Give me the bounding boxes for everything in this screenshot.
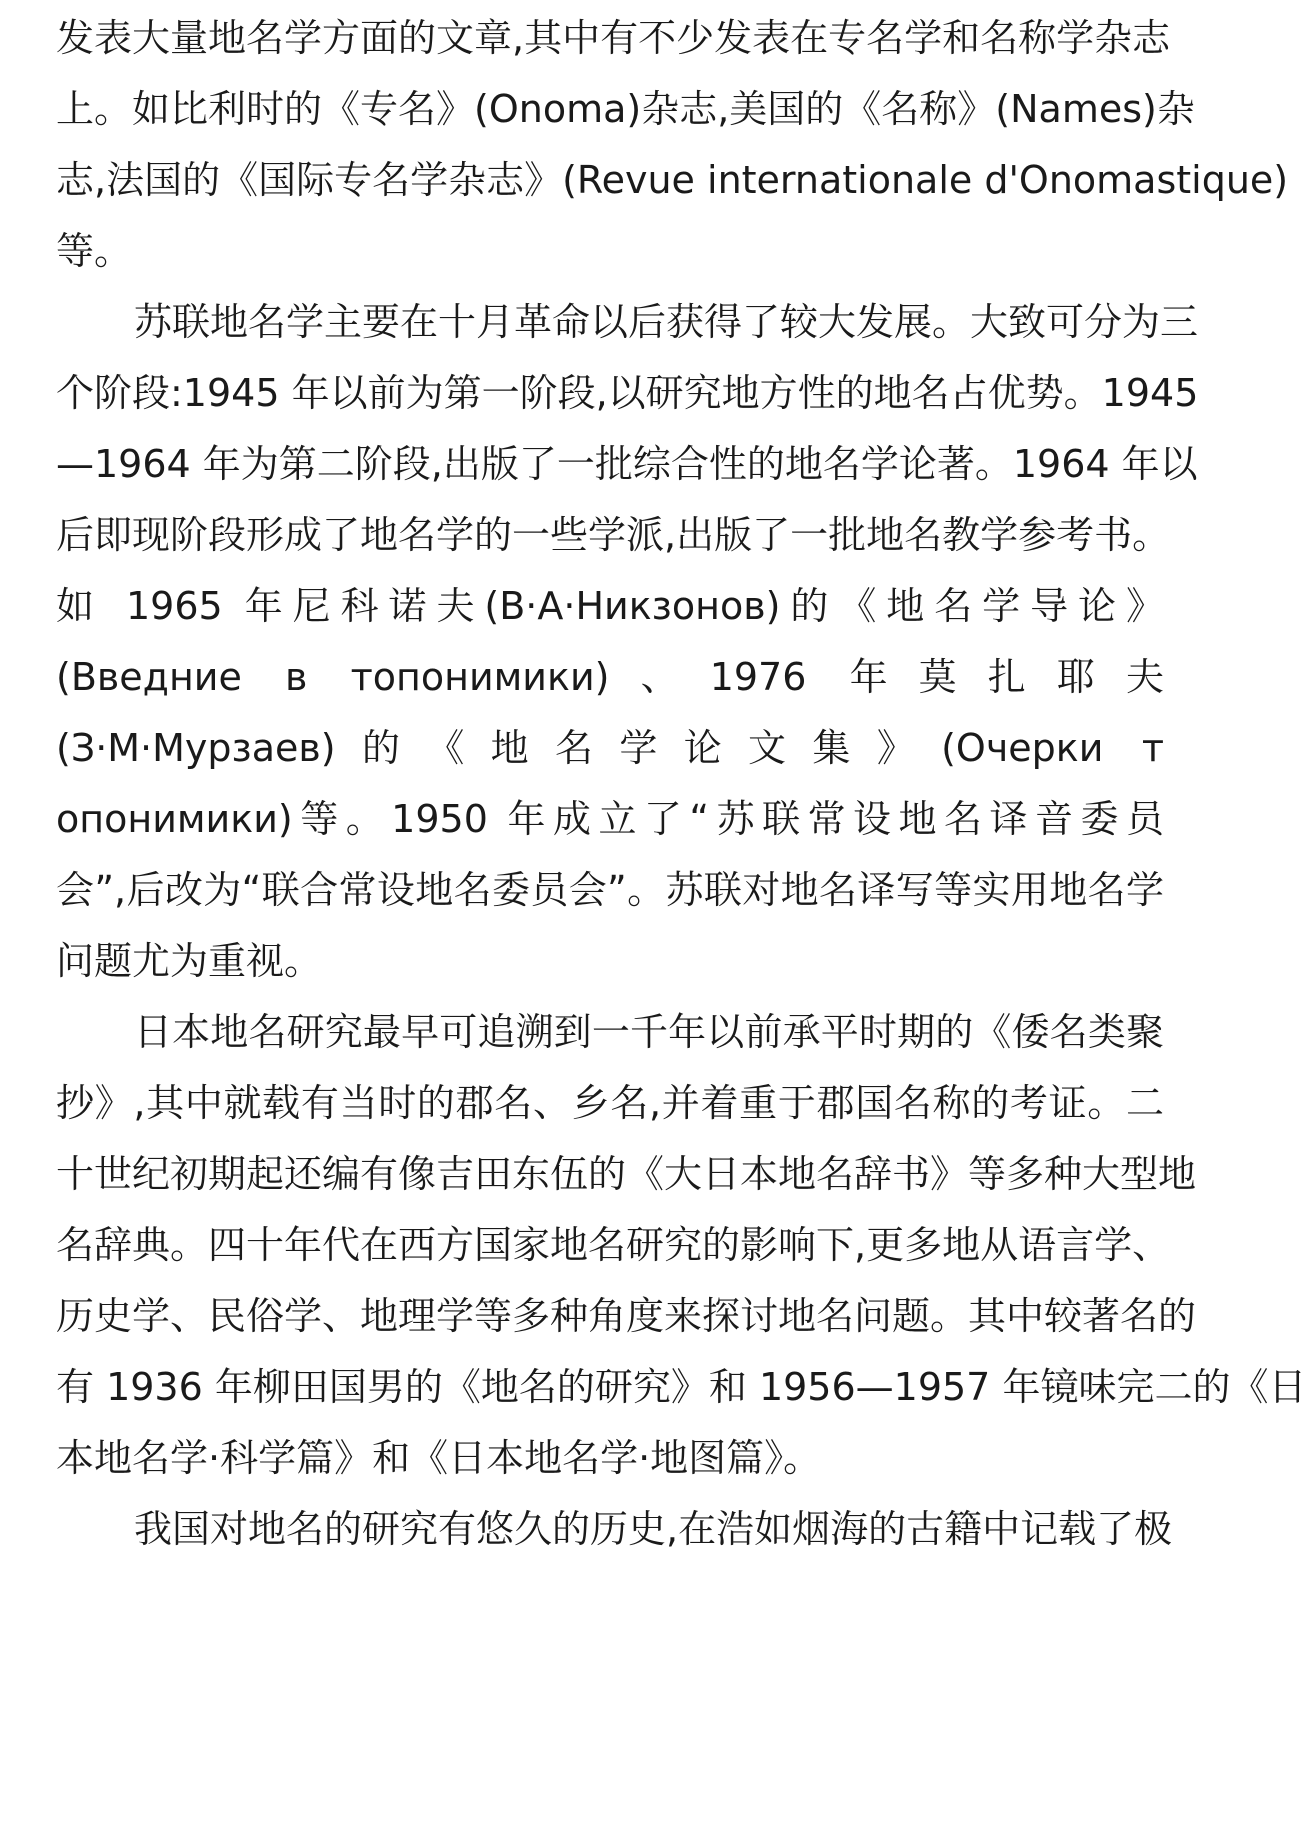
text-line: —1964 年为第二阶段,出版了一批综合性的地名学论著。1964 年以 [56,442,1198,486]
text-line: 十世纪初期起还编有像吉田东伍的《大日本地名辞书》等多种大型地 [56,1152,1197,1196]
text-line: 历史学、民俗学、地理学等多种角度来探讨地名问题。其中较著名的 [56,1294,1197,1338]
text-line: (Введние в топонимики)、1976 年莫扎耶夫 [56,655,1164,699]
text-line: опонимики)等。1950 年成立了“苏联常设地名译音委员 [56,797,1164,841]
text-line: 后即现阶段形成了地名学的一些学派,出版了一批地名教学参考书。 [56,513,1171,557]
text-line: 抄》,其中就载有当时的郡名、乡名,并着重于郡国名称的考证。二 [56,1081,1164,1125]
text-line: 志,法国的《国际专名学杂志》(Revue internationale d'Onomastique) [56,158,1289,202]
text-line: 有 1936 年柳田国男的《地名的研究》和 1956—1957 年镜味完二的《日 [56,1365,1306,1409]
text-line: 日本地名研究最早可追溯到一千年以前承平时期的《倭名类聚 [134,1010,1164,1054]
text-line: 本地名学·科学篇》和《日本地名学·地图篇》。 [56,1436,822,1480]
text-line: 苏联地名学主要在十月革命以后获得了较大发展。大致可分为三 [134,300,1199,344]
text-line: 会”,后改为“联合常设地名委员会”。苏联对地名译写等实用地名学 [56,868,1164,912]
text-line: 名辞典。四十年代在西方国家地名研究的影响下,更多地从语言学、 [56,1223,1171,1267]
text-line: 我国对地名的研究有悠久的历史,在浩如烟海的古籍中记载了极 [134,1507,1173,1551]
text-line: 发表大量地名学方面的文章,其中有不少发表在专名学和名称学杂志 [56,16,1171,60]
text-line: (З·М·Мурзаев)的《地名学论文集》(Очерки т [56,726,1164,770]
text-line: 如 1965 年尼科诺夫(В·А·Никзонов)的《地名学导论》 [56,584,1164,628]
text-line: 问题尤为重视。 [56,939,323,983]
text-line: 个阶段:1945 年以前为第一阶段,以研究地方性的地名占优势。1945 [56,371,1199,415]
text-line: 上。如比利时的《专名》(Onoma)杂志,美国的《名称》(Names)杂 [56,87,1195,131]
text-line: 等。 [56,229,133,273]
